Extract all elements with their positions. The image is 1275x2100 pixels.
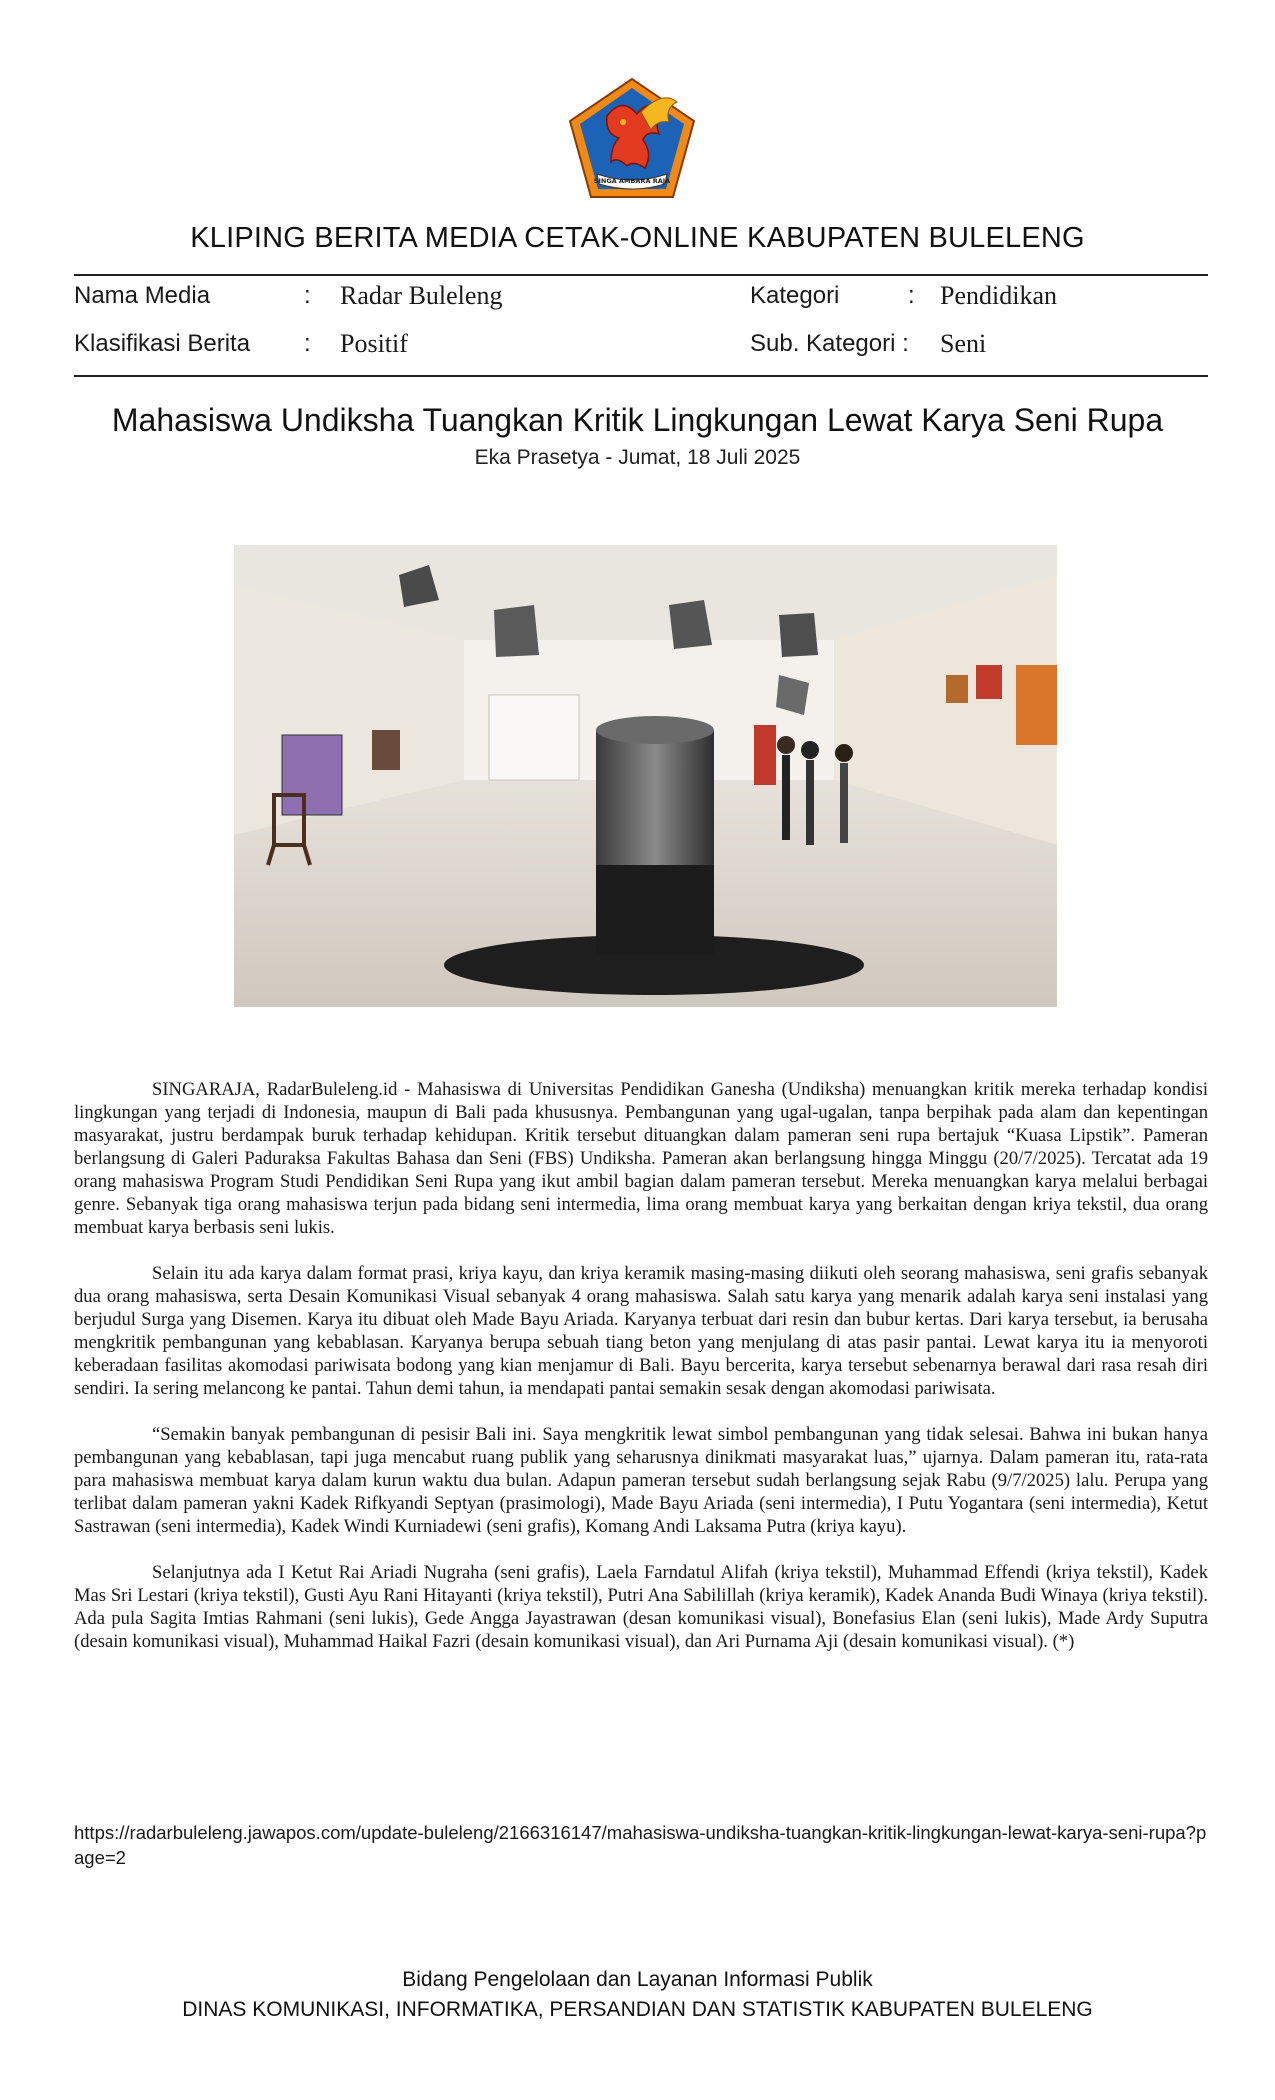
media-label: Nama Media — [74, 282, 211, 309]
article-body — [74, 1078, 1208, 1676]
gallery-exhibition-photo — [234, 545, 1057, 1007]
meta-row-classification — [74, 330, 1208, 370]
subcategory-label: Sub. Kategori : — [750, 330, 909, 357]
classification-value: Positif — [340, 329, 408, 358]
article-byline: Eka Prasetya - Jumat, 18 Juli 2025 — [474, 446, 801, 469]
category-value: Pendidikan — [940, 281, 1057, 310]
category-colon: : — [908, 282, 915, 309]
crest-motto: SINGA AMBARA RAJA — [593, 177, 671, 185]
header-bottom-rule — [74, 375, 1208, 377]
article-headline: Mahasiswa Undiksha Tuangkan Kritik Lingkungan Lewat Karya Seni Rupa — [111, 402, 1164, 438]
meta-row-media — [74, 282, 1208, 322]
article-paragraph: “Semakin banyak pembangunan di pesisir Bali ini. Saya mengkritik lewat simbol pembangunan yang tidak selesai. Bahwa ini bukan hanya pembangunan yang kebablasan, tapi juga mencabut ruang publik yang seharusnya dinikmati masyarakat luas,” ujarnya. Dalam pameran itu, rata-rata para mahasiswa membuat karya dalam kurun waktu dua bulan. Adapun pameran tersebut sudah berlangsung sejak Rabu (9/7/2025) lalu. Perupa yang terlibat dalam pameran yakni Kadek Rifkyandi Septyan (prasimologi), Made Bayu Ariada (seni intermedia), I Putu Yogantara (seni intermedia), Ketut Sastrawan (seni intermedia), Kadek Windi Kurniadewi (seni grafis), Komang Andi Laksama Putra (kriya kayu). — [74, 1424, 1208, 1537]
document-title: KLIPING BERITA MEDIA CETAK-ONLINE KABUPATEN BULELENG — [190, 222, 1085, 254]
subcategory-value: Seni — [940, 329, 987, 358]
article-paragraph: SINGARAJA, RadarBuleleng.id - Mahasiswa di Universitas Pendidikan Ganesha (Undiksha) menuangkan kritik mereka terhadap kondisi lingkungan yang terjadi di Indonesia, maupun di Bali pada khususnya. Pembangunan yang ugal-ugalan, tanpa berpihak pada alam dan kepentingan masyarakat, justru berdampak buruk terhadap kehidupan. Kritik tersebut dituangkan dalam pameran seni rupa bertajuk “Kuasa Lipstik”. Pameran berlangsung di Galeri Paduraksa Fakultas Bahasa dan Seni (FBS) Undiksha. Pameran akan berlangsung hingga Minggu (20/7/2025). Tercatat ada 19 orang mahasiswa Program Studi Pendidikan Seni Rupa yang ikut ambil bagian dalam pameran tersebut. Mereka menuangkan karya melalui berbagai genre. Sebanyak tiga orang mahasiswa terjun pada bidang seni intermedia, lima orang membuat karya yang berkaitan dengan kriya tekstil, dua orang membuat karya berbasis seni lukis. — [74, 1079, 1208, 1238]
header-top-rule — [74, 274, 1208, 276]
footer-division: Bidang Pengelolaan dan Layanan Informasi Publik — [402, 1968, 873, 1991]
classification-label: Klasifikasi Berita — [74, 330, 251, 357]
media-colon: : — [304, 282, 311, 309]
media-value: Radar Buleleng — [340, 281, 503, 310]
article-paragraph: Selanjutnya ada I Ketut Rai Ariadi Nugraha (seni grafis), Laela Farndatul Alifah (kriya tekstil), Muhammad Effendi (kriya tekstil), Kadek Mas Sri Lestari (kriya tekstil), Gusti Ayu Rani Hitayanti (kriya tekstil), Putri Ana Sabilillah (kriya keramik), Kadek Ananda Budi Winaya (kriya tekstil). Ada pula Sagita Imtias Rahmani (seni lukis), Gede Angga Jayastrawan (desan komunikasi visual), Bonefasius Elan (seni lukis), Made Ardy Suputra (desain komunikasi visual), Muhammad Haikal Fazri (desain komunikasi visual), dan Ari Purnama Aji (desain komunikasi visual). (*) — [74, 1562, 1208, 1652]
category-label: Kategori — [750, 282, 840, 309]
classification-colon: : — [304, 330, 311, 357]
article-paragraph: Selain itu ada karya dalam format prasi, kriya kayu, dan kriya keramik masing-masing diikuti oleh seorang mahasiswa, seni grafis sebanyak dua orang mahasiswa, serta Desain Komunikasi Visual sebanyak 4 orang mahasiswa. Salah satu karya yang menarik adalah karya seni instalasi yang berjudul Surga yang Disemen. Karya itu dibuat oleh Made Bayu Ariada. Karyanya terbuat dari resin dan bubur kertas. Dari karya tersebut, ia berusaha mengkritik pembangunan yang kebablasan. Karyanya berupa sebuah tiang beton yang menjulang di atas pasir pantai. Lewat karya itu ia menyoroti keberadaan fasilitas akomodasi pariwisata bodong yang kian menjamur di Bali. Bayu bercerita, karya tersebut sebenarnya berawal dari rasa resah diri sendiri. Ia sering melancong ke pantai. Tahun demi tahun, ia mendapati pantai semakin sesak dengan akomodasi pariwisata. — [74, 1263, 1208, 1399]
buleleng-crest-icon — [567, 76, 697, 200]
source-url-link[interactable]: https://radarbuleleng.jawapos.com/update-buleleng/2166316147/mahasiswa-undiksha-tuangkan-kritik-lingkungan-lewat-karya-seni-rupa?page=2 — [74, 1822, 1207, 1868]
footer-agency: DINAS KOMUNIKASI, INFORMATIKA, PERSANDIAN DAN STATISTIK KABUPATEN BULELENG — [182, 1998, 1093, 2021]
